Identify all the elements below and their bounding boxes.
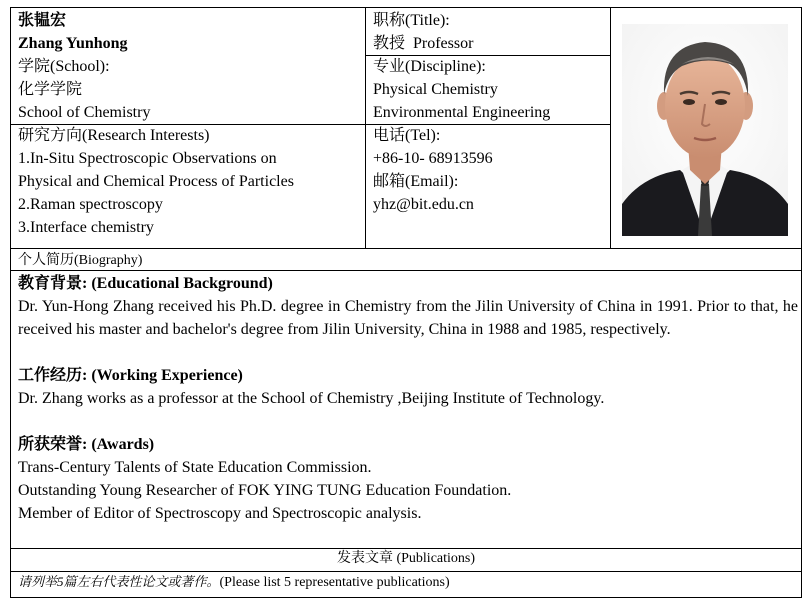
publications-label-text: 发表文章 (Publications) — [336, 551, 476, 566]
spacer — [18, 341, 798, 364]
school-chinese: 化学学院 — [18, 81, 83, 98]
publications-instruction — [18, 572, 450, 593]
research-label: 研究方向(Research Interests) — [18, 127, 210, 144]
biography-body — [18, 272, 798, 525]
publications-label — [10, 549, 802, 569]
research-line: 2.Raman spectroscopy — [18, 196, 163, 213]
email-link[interactable]: yhz@bit.edu.cn — [373, 196, 474, 213]
tel-label: 电话(Tel): — [373, 127, 441, 144]
tel-value: +86-10- 68913596 — [373, 150, 493, 167]
research-cell — [18, 124, 294, 239]
biography-label-text: 个人简历(Biography) — [18, 253, 143, 268]
work-heading: 工作经历: (Working Experience) — [18, 367, 243, 384]
school-english: School of Chemistry — [18, 104, 151, 121]
portrait-photo — [622, 24, 788, 236]
school-cell — [18, 55, 150, 124]
education-text: Dr. Yun-Hong Zhang received his Ph.D. degree in Chemistry from the Jilin University of China in 1991. Prior to that, he received his master and bachelor's degree from Jilin University, China in 1988 and 1985, respectively. — [18, 298, 798, 338]
awards-heading: 所获荣誉: (Awards) — [18, 436, 155, 453]
research-line: Physical and Chemical Process of Particles — [18, 173, 294, 190]
title-cell — [373, 9, 473, 55]
instruction-english: (Please list 5 representative publications) — [219, 575, 450, 590]
divider — [365, 8, 366, 248]
research-line: 3.Interface chemistry — [18, 219, 154, 236]
school-label: 学院(School): — [18, 58, 110, 75]
discipline-item: Environmental Engineering — [373, 104, 551, 121]
contact-cell — [373, 124, 493, 216]
instruction-chinese: 请列举5篇左右代表性论文或著作。 — [18, 574, 220, 589]
biography-label — [18, 251, 142, 271]
name-cell — [18, 9, 128, 55]
award-item: Outstanding Young Researcher of FOK YING TUNG Education Foundation. — [18, 482, 512, 499]
work-text: Dr. Zhang works as a professor at the School of Chemistry ,Beijing Institute of Technology. — [18, 390, 605, 407]
title-label: 职称(Title): — [373, 12, 450, 29]
research-line: 1.In-Situ Spectroscopic Observations on — [18, 150, 277, 167]
email-label: 邮箱(Email): — [373, 173, 459, 190]
divider — [610, 8, 611, 248]
award-item: Trans-Century Talents of State Education Commission. — [18, 459, 372, 476]
name-chinese: 张韫宏 — [18, 12, 67, 29]
title-value: 教授 Professor — [373, 35, 474, 52]
divider — [11, 248, 801, 249]
discipline-cell — [373, 55, 550, 124]
discipline-label: 专业(Discipline): — [373, 58, 486, 75]
spacer — [18, 410, 798, 433]
award-item: Member of Editor of Spectroscopy and Spectroscopic analysis. — [18, 505, 422, 522]
name-english: Zhang Yunhong — [18, 35, 128, 52]
discipline-item: Physical Chemistry — [373, 81, 498, 98]
education-heading: 教育背景: (Educational Background) — [18, 275, 273, 292]
